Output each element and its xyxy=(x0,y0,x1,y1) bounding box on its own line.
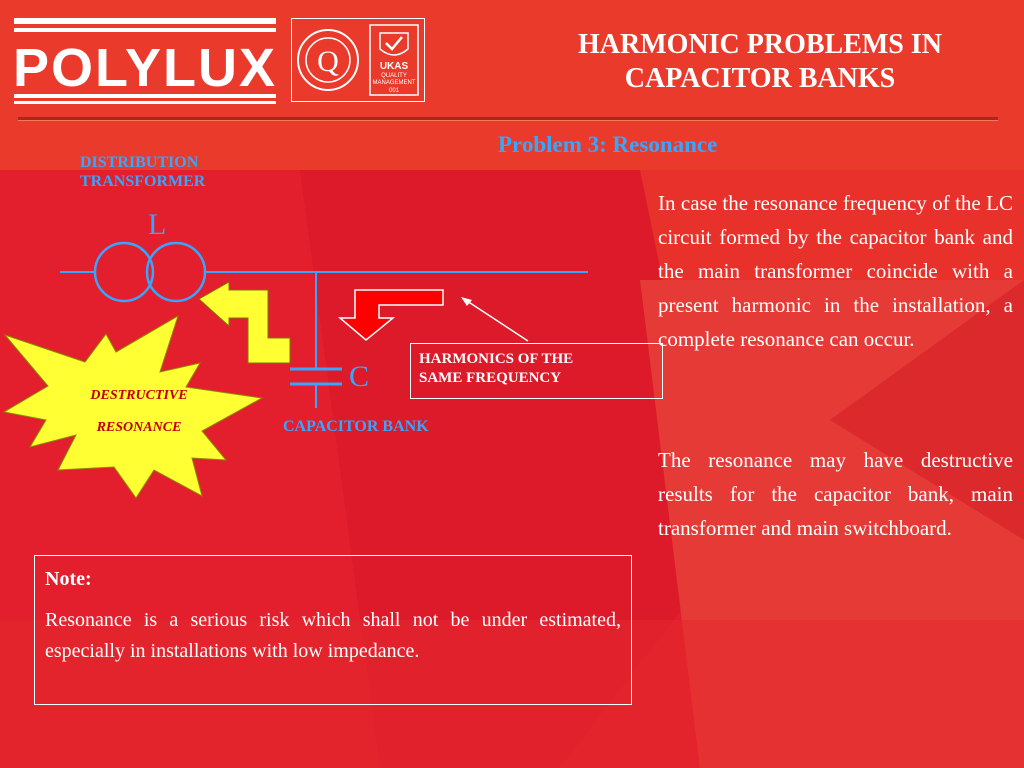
slide-subtitle: Problem 3: Resonance xyxy=(498,132,718,157)
pointer-arrowhead-icon xyxy=(461,297,472,306)
pointer-line xyxy=(464,299,528,341)
note-box xyxy=(34,555,632,705)
title-line-1: HARMONIC PROBLEMS IN xyxy=(577,29,942,60)
star-line-1: DESTRUCTIVE xyxy=(90,388,188,403)
star-line-2: RESONANCE xyxy=(96,420,182,435)
harmonics-callout xyxy=(410,343,663,399)
ukas-sub1: QUALITY xyxy=(381,73,407,79)
body-paragraph-1: In case the resonance frequency of the LC circuit formed by the capacitor bank and the main transformer coincide with a present harmonic in the installation, a complete resonance can occur. xyxy=(658,191,1013,351)
logo-wordmark: POLYLUX xyxy=(14,38,276,98)
harmonics-line-1: HARMONICS OF THE xyxy=(419,351,574,367)
harmonics-line-2: SAME FREQUENCY xyxy=(419,370,562,386)
ukas-code: 001 xyxy=(388,88,400,94)
note-heading: Note: xyxy=(45,568,92,590)
transformer-coil-1 xyxy=(95,243,153,301)
distribution-transformer-label xyxy=(80,153,260,191)
destructive-resonance-label xyxy=(64,380,214,444)
yellow-arrow-icon xyxy=(199,282,290,363)
ukas-label: UKAS xyxy=(379,61,409,72)
capacitor-bank-label: CAPACITOR BANK xyxy=(283,418,429,435)
ukas-sub2: MANAGEMENT xyxy=(372,80,416,86)
dist-line-1: DISTRIBUTION xyxy=(80,154,199,171)
quality-emblem-letter: Q xyxy=(317,45,339,78)
body-paragraph-2: The resonance may have destructive results for the capacitor bank, main transformer and main switchboard. xyxy=(658,448,1013,540)
inductor-label: L xyxy=(148,208,167,241)
red-arrow-icon xyxy=(340,290,443,340)
transformer-coil-2 xyxy=(147,243,205,301)
note-text: Resonance is a serious risk which shall not be under estimated, especially in installations with low impedance. xyxy=(45,609,621,662)
dist-line-2: TRANSFORMER xyxy=(80,173,206,190)
title-line-2: CAPACITOR BANKS xyxy=(624,63,896,94)
capacitor-label: C xyxy=(349,360,370,393)
